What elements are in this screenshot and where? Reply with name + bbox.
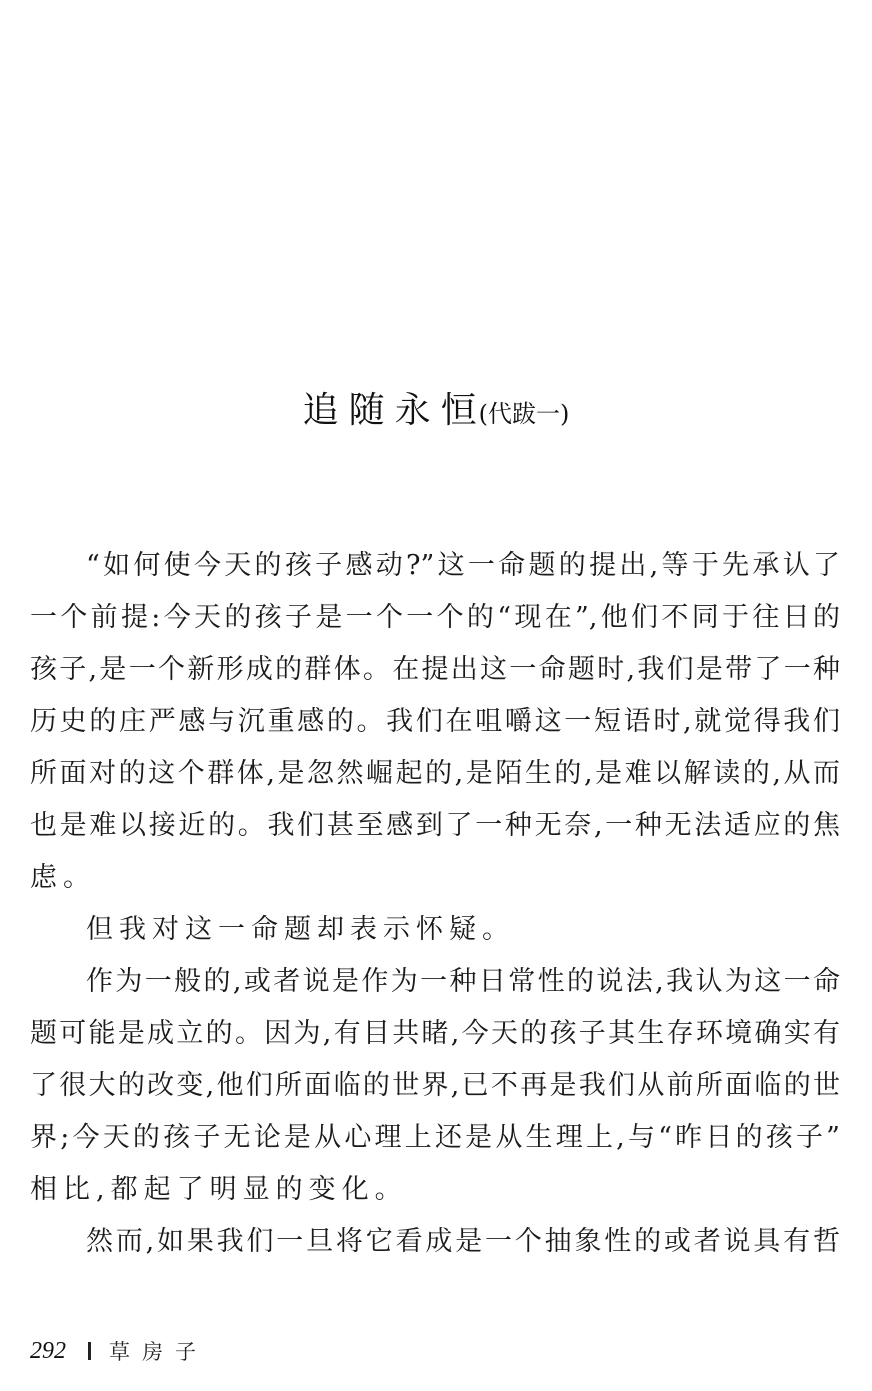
footer-divider [88, 1342, 91, 1360]
text-line: 了很大的改变,他们所面临的世界,已不再是我们从前所面临的世 [30, 1070, 840, 1101]
text-line: 虑。 [30, 862, 96, 893]
text-line: 作为一般的,或者说是作为一种日常性的说法,我认为这一命 [86, 966, 840, 997]
text-line: 历史的庄严感与沉重感的。我们在咀嚼这一短语时,就觉得我们 [30, 706, 840, 737]
chapter-title-main: 追随永恒 [302, 390, 487, 431]
page-footer [30, 1333, 208, 1369]
body-text [30, 540, 840, 1268]
text-line: 也是难以接近的。我们甚至感到了一种无奈,一种无法适应的焦 [30, 810, 840, 841]
text-line: 相比,都起了明显的变化。 [30, 1174, 408, 1205]
text-line: 一个前提:今天的孩子是一个一个的“现在”,他们不同于往日的 [30, 602, 840, 633]
text-line: 孩子,是一个新形成的群体。在提出这一命题时,我们是带了一种 [30, 654, 840, 685]
text-line: 然而,如果我们一旦将它看成是一个抽象性的或者说具有哲 [86, 1226, 840, 1257]
text-line: 所面对的这个群体,是忽然崛起的,是陌生的,是难以解读的,从而 [30, 758, 840, 789]
chapter-title-subtitle: (代跋一) [478, 400, 570, 428]
text-line: 题可能是成立的。因为,有目共睹,今天的孩子其生存环境确实有 [30, 1018, 840, 1049]
text-line: “如何使今天的孩子感动?”这一命题的提出,等于先承认了 [86, 550, 840, 581]
page-number: 292 [30, 1337, 66, 1364]
text-line: 界;今天的孩子无论是从心理上还是从生理上,与“昨日的孩子” [30, 1122, 840, 1153]
text-line: 但我对这一命题却表示怀疑。 [86, 914, 515, 945]
running-book-title: 草房子 [109, 1340, 208, 1364]
chapter-title [0, 386, 872, 442]
